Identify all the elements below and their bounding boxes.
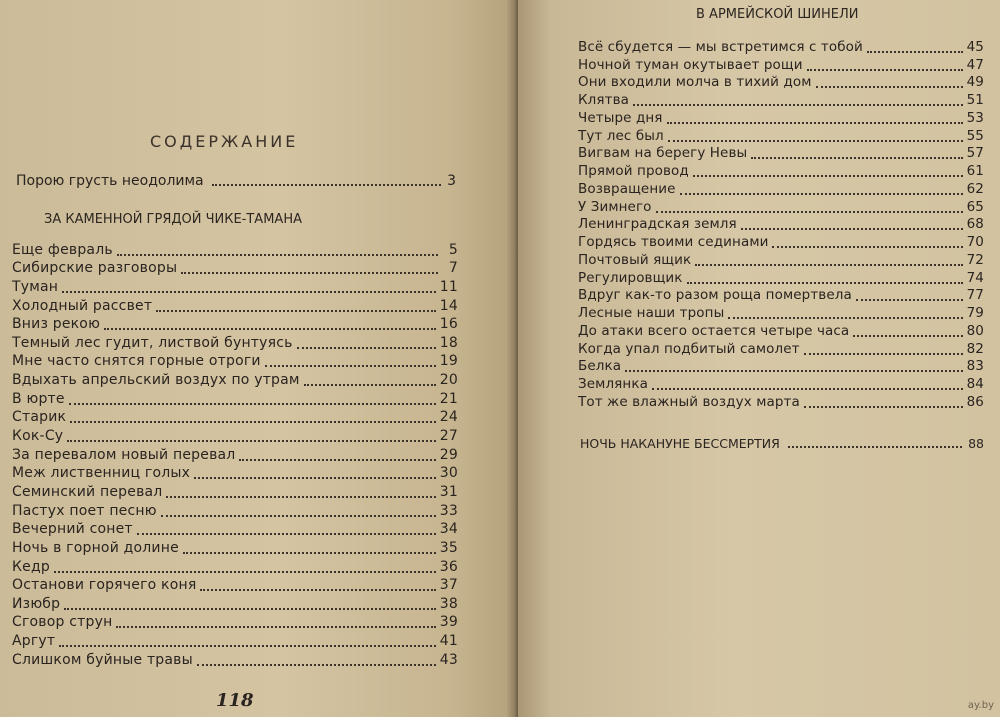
dot-leader [67, 440, 436, 442]
watermark: ay.by [967, 700, 994, 711]
toc-entry [12, 501, 458, 520]
toc-entry [12, 557, 458, 576]
dot-leader [212, 184, 441, 186]
entry-title: Лесные наши тропы [578, 305, 725, 321]
entry-page: 38 [439, 595, 458, 612]
entry-title: В юрте [12, 390, 65, 407]
toc-entry [12, 333, 458, 352]
entry-page: 51 [966, 92, 984, 108]
entry-title: Туман [12, 278, 59, 295]
dot-leader [64, 608, 436, 610]
toc-entry [578, 162, 984, 180]
dot-leader [751, 157, 962, 159]
toc-entry [12, 408, 458, 427]
toc-entry [12, 370, 458, 389]
dot-leader [161, 515, 436, 517]
toc-entry [578, 358, 984, 376]
entry-title: Вниз рекою [12, 316, 101, 333]
entry-page: 47 [966, 56, 984, 73]
entry-title: Останови горячего коня [12, 577, 197, 594]
dot-leader [772, 246, 962, 248]
toc-entry [578, 198, 984, 216]
entry-page: 65 [966, 198, 984, 215]
entry-page: 83 [966, 358, 984, 375]
toc-entry [578, 180, 984, 198]
entry-page: 35 [439, 539, 458, 556]
dot-leader [54, 571, 436, 573]
entry-title: Вечерний сонет [12, 521, 133, 538]
dot-leader [668, 140, 963, 142]
toc-entry [12, 464, 458, 483]
entry-title: НОЧЬ НАКАНУНЕ БЕССМЕРТИЯ [580, 436, 780, 451]
toc-entry [12, 520, 458, 539]
entry-title: Старик [12, 409, 67, 426]
toc-entry [578, 74, 984, 92]
dot-leader [239, 459, 435, 461]
toc-entry [578, 375, 984, 393]
toc-entry [12, 538, 458, 557]
dot-leader [625, 370, 962, 372]
dot-leader [693, 175, 963, 177]
dot-leader [200, 589, 435, 591]
section-title-chike-taman: ЗА КАМЕННОЙ ГРЯДОЙ ЧИКЕ-ТАМАНА [44, 212, 302, 227]
entry-page: 49 [966, 74, 984, 91]
toc-entry [12, 426, 458, 445]
entry-page: 7 [448, 260, 458, 277]
dot-leader [816, 86, 963, 88]
dot-leader [652, 388, 963, 390]
dot-leader [788, 446, 962, 448]
page-number: 118 [216, 690, 254, 711]
entry-title: Кедр [12, 558, 50, 575]
entry-page: 72 [966, 251, 984, 268]
toc-entry [578, 393, 984, 411]
toc-entry-final-section [580, 436, 984, 451]
toc-entry [12, 445, 458, 464]
entry-page: 86 [966, 393, 984, 410]
toc-entry [12, 352, 458, 371]
toc-entry [12, 482, 458, 501]
entry-title: Сговор струн [12, 614, 113, 631]
entry-title: Возвращение [578, 180, 676, 197]
dot-leader [183, 552, 436, 554]
entry-title: Почтовый ящик [578, 251, 692, 268]
dot-leader [680, 193, 963, 195]
entry-page: 39 [439, 614, 458, 631]
right-page [518, 0, 1000, 717]
entry-page: 55 [966, 127, 984, 144]
toc-entry [578, 322, 984, 340]
dot-leader [633, 104, 963, 106]
dot-leader [807, 69, 963, 71]
dot-leader [804, 406, 963, 408]
entry-title: Вигвам на берегу Невы [578, 145, 748, 162]
entry-page: 43 [439, 651, 458, 668]
entry-page: 3 [447, 173, 456, 189]
dot-leader [62, 291, 436, 293]
entry-page: 36 [439, 558, 458, 575]
dot-leader [695, 264, 962, 266]
entry-title: Тот же влажный воздух марта [578, 393, 800, 410]
entry-page: 45 [966, 38, 984, 55]
dot-leader [69, 403, 436, 405]
entry-title: Кок-Су [12, 428, 64, 445]
toc-entry [578, 233, 984, 251]
entry-title: Белка [578, 358, 622, 375]
entry-page: 68 [966, 216, 984, 233]
entry-page: 84 [966, 376, 984, 392]
entry-page: 57 [966, 145, 984, 162]
toc-entry [12, 240, 458, 259]
dot-leader [137, 533, 436, 535]
entry-title: За перевалом новый перевал [12, 446, 236, 463]
entry-page: 19 [439, 353, 458, 370]
dot-leader [59, 645, 436, 647]
right-toc-list [578, 38, 984, 411]
toc-entry [12, 315, 458, 334]
dot-leader [304, 384, 436, 386]
entry-page: 82 [966, 340, 984, 357]
toc-entry [578, 127, 984, 145]
entry-page: 79 [966, 305, 984, 321]
entry-page: 80 [966, 322, 984, 339]
entry-title: Клятва [578, 92, 630, 108]
dot-leader [297, 347, 436, 349]
entry-title: Пастух поет песню [12, 502, 157, 519]
entry-title: Они входили молча в тихий дом [578, 74, 812, 91]
dot-leader [116, 626, 435, 628]
entry-title: Тут лес был [578, 127, 664, 144]
toc-entry [12, 594, 458, 613]
section-title-army-greatcoat: В АРМЕЙСКОЙ ШИНЕЛИ [696, 7, 859, 22]
entry-page: 33 [439, 502, 458, 519]
dot-leader [117, 254, 438, 256]
toc-entry [12, 296, 458, 315]
entry-title: До атаки всего остается четыре часа [578, 322, 850, 339]
entry-title: Еще февраль [12, 241, 113, 258]
entry-title: Мне часто снятся горные отроги [12, 353, 261, 370]
dot-leader [856, 299, 963, 301]
entry-page: 29 [439, 446, 458, 463]
toc-entry [12, 613, 458, 632]
toc-entry [12, 631, 458, 650]
toc-entry [578, 216, 984, 234]
dot-leader [741, 228, 963, 230]
toc-entry [578, 109, 984, 127]
entry-page: 27 [439, 428, 458, 445]
entry-page: 21 [439, 390, 458, 407]
toc-heading: СОДЕРЖАНИЕ [150, 132, 299, 151]
entry-page: 16 [439, 316, 458, 333]
entry-page: 62 [966, 180, 984, 197]
toc-entry [12, 389, 458, 408]
toc-entry [12, 259, 458, 278]
entry-page: 31 [439, 483, 458, 500]
entry-title: Порою грусть неодолима [16, 173, 204, 189]
toc-entry [578, 38, 984, 56]
dot-leader [166, 496, 435, 498]
entry-page: 88 [968, 436, 984, 451]
entry-title: Гордясь твоими сединами [578, 234, 769, 250]
entry-title: Прямой провод [578, 163, 689, 179]
entry-title: Вдыхать апрельский воздух по утрам [12, 372, 300, 389]
entry-page: 30 [439, 465, 458, 482]
dot-leader [104, 328, 436, 330]
entry-page: 34 [439, 521, 458, 538]
entry-title: У Зимнего [578, 198, 652, 215]
toc-entry [578, 56, 984, 74]
dot-leader [156, 310, 436, 312]
dot-leader [194, 477, 436, 479]
dot-leader [265, 365, 436, 367]
entry-title: Регулировщик [578, 269, 683, 286]
dot-leader [867, 51, 963, 53]
entry-title: Четыре дня [578, 109, 663, 126]
entry-title: Землянка [578, 376, 648, 392]
toc-entry [578, 340, 984, 358]
entry-title: Темный лес гудит, листвой бунтуясь [12, 334, 293, 351]
dot-leader [687, 282, 963, 284]
entry-page: 61 [966, 163, 984, 179]
entry-page: 5 [448, 241, 458, 258]
entry-title: Меж лиственниц голых [12, 465, 191, 482]
entry-page: 11 [439, 278, 458, 295]
entry-title: Вдруг как-то разом роща помертвела [578, 287, 852, 304]
entry-title: Ленинградская земля [578, 216, 737, 233]
entry-page: 70 [966, 234, 984, 250]
toc-entry [12, 576, 458, 595]
dot-leader [853, 335, 962, 337]
toc-entry [578, 269, 984, 287]
toc-entry [578, 287, 984, 305]
entry-title: Слишком буйные травы [12, 651, 193, 668]
entry-page: 24 [439, 409, 458, 426]
entry-page: 18 [439, 334, 458, 351]
dot-leader [804, 353, 963, 355]
toc-entry-intro [16, 173, 456, 189]
dot-leader [70, 421, 436, 423]
dot-leader [667, 122, 963, 124]
toc-entry [578, 145, 984, 163]
dot-leader [728, 317, 962, 319]
entry-page: 37 [439, 577, 458, 594]
entry-title: Всё сбудется — мы встретимся с тобой [578, 38, 863, 55]
entry-page: 14 [439, 297, 458, 314]
dot-leader [197, 664, 436, 666]
entry-title: Когда упал подбитый самолет [578, 340, 800, 357]
toc-entry [578, 251, 984, 269]
entry-page: 20 [439, 372, 458, 389]
entry-title: Сибирские разговоры [12, 260, 178, 277]
left-toc-list [12, 240, 458, 669]
entry-title: Ночной туман окутывает рощи [578, 56, 803, 73]
entry-title: Холодный рассвет [12, 297, 153, 314]
toc-entry [578, 91, 984, 109]
entry-title: Ночь в горной долине [12, 539, 179, 556]
dot-leader [181, 272, 438, 274]
entry-title: Семинский перевал [12, 483, 163, 500]
entry-page: 41 [439, 633, 458, 650]
dot-leader [656, 211, 963, 213]
entry-page: 77 [966, 287, 984, 304]
entry-title: Аргут [12, 633, 56, 650]
toc-entry [578, 304, 984, 322]
entry-title: Изюбр [12, 595, 61, 612]
toc-entry [12, 277, 458, 296]
entry-page: 74 [966, 269, 984, 286]
toc-entry [12, 650, 458, 669]
entry-page: 53 [966, 109, 984, 126]
